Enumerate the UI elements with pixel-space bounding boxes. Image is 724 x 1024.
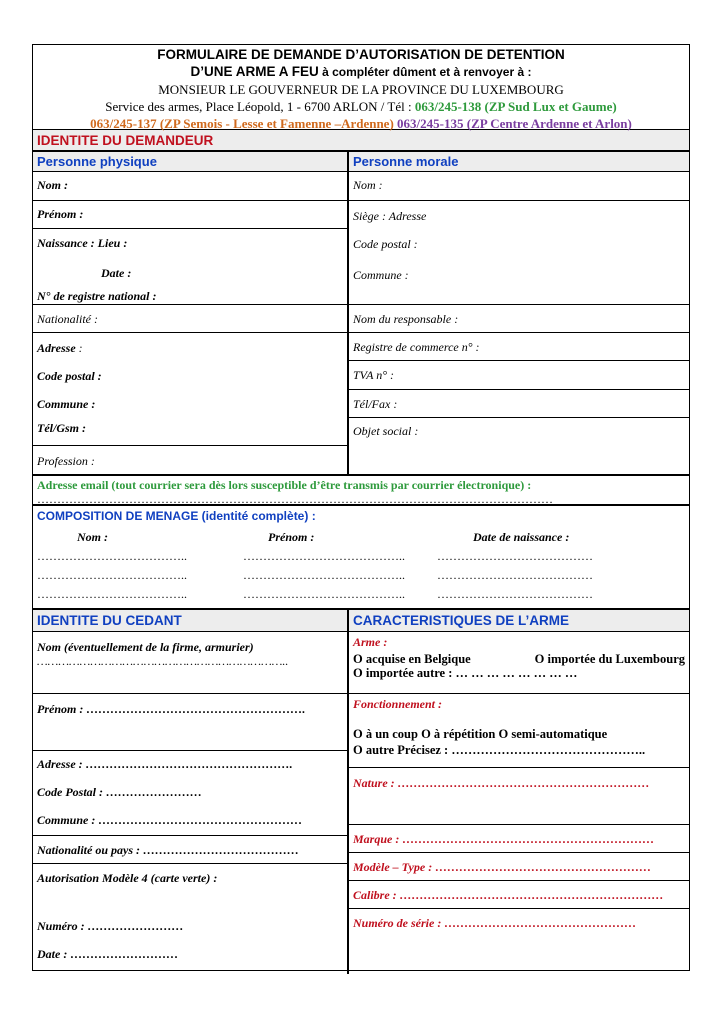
menage-row (37, 585, 689, 604)
form-sheet (32, 44, 690, 971)
arme-origine-block (349, 632, 689, 694)
menage-col-prenom: Prénom : (268, 530, 315, 544)
profession-field[interactable]: Profession : (37, 454, 95, 468)
personne-morale-title: Personne morale (349, 152, 689, 172)
cedant-arme-grid (33, 610, 689, 974)
menage-naissance-input[interactable]: ………………………………… (437, 568, 593, 582)
physique-commune-field[interactable]: Commune : (37, 397, 96, 411)
section-demandeur-title: IDENTITE DU DEMANDEUR (33, 130, 689, 152)
modele-type-text: Modèle – Type : ……………………………………………… (353, 860, 652, 874)
form-header (33, 45, 689, 130)
adresse-label: Adresse (37, 341, 76, 355)
autorisation-modele4-label: Autorisation Modèle 4 (carte verte) : (37, 871, 218, 885)
adresse-colon: : (75, 341, 83, 355)
cedant-adresse-field[interactable]: Adresse : ……………………………………………. (37, 757, 293, 771)
menage-naissance-input[interactable]: ………………………………… (437, 549, 593, 563)
menage-row (37, 566, 689, 585)
personne-physique-column (33, 152, 349, 474)
marque-text: Marque : ……………………………………………………… (353, 832, 655, 846)
menage-col-nom: Nom : (77, 530, 108, 544)
morale-commune-field[interactable]: Commune : (353, 268, 409, 282)
cedant-title: IDENTITE DU CEDANT (33, 610, 347, 632)
cedant-autorisation-block (33, 864, 347, 974)
recipient: MONSIEUR LE GOUVERNEUR DE LA PROVINCE DU LUXEMBOURG (158, 82, 564, 97)
email-label: Adresse email (tout courrier sera dès lors susceptible d’être transmis par courrier électronique) : (37, 478, 532, 492)
tva-field[interactable]: TVA n° : (349, 361, 689, 390)
email-field[interactable]: ………………………………………………………………………………………………………………… (37, 492, 553, 506)
cedant-prenom-field[interactable]: Prénom : ………………………………………………. (33, 694, 347, 751)
physique-prenom-field[interactable]: Prénom : (33, 201, 347, 229)
responsable-field[interactable]: Nom du responsable : (349, 305, 689, 333)
calibre-text: Calibre : ………………………………………………………… (353, 888, 664, 902)
service-address-line (33, 98, 689, 115)
demandeur-grid (33, 152, 689, 474)
menage-block (33, 506, 689, 610)
menage-prenom-input[interactable]: ………………………………….. (243, 549, 405, 563)
option-acquise-belgique[interactable]: O acquise en Belgique (353, 652, 471, 666)
fonctionnement-block (349, 694, 689, 768)
cedant-nom-label: Nom (éventuellement de la firme, armurier) (37, 640, 254, 654)
option-importee-luxembourg[interactable]: O importée du Luxembourg (534, 652, 685, 666)
nature-text: Nature : ……………………………………………………… (353, 776, 650, 790)
modele-type-field[interactable] (349, 853, 689, 881)
adresse-field[interactable] (37, 341, 347, 355)
fonctionnement-options[interactable]: O à un coup O à répétition O semi-automatique (353, 727, 608, 741)
form-title-instruction: à compléter dûment et à renvoyer à : (318, 65, 532, 79)
naissance-date-field[interactable]: Date : (101, 266, 132, 280)
tel-fax-field[interactable]: Tél/Fax : (349, 390, 689, 418)
cedant-code-postal-field[interactable]: Code Postal : …………………… (37, 785, 202, 799)
form-title-arme: D’UNE ARME A FEU (190, 64, 319, 79)
morale-nom-field[interactable]: Nom : (349, 172, 689, 201)
personne-physique-title: Personne physique (33, 152, 347, 172)
menage-title: COMPOSITION DE MENAGE (identité complète) : (33, 506, 689, 528)
siege-adresse-field[interactable]: Siège : Adresse (353, 209, 427, 223)
menage-table (33, 528, 689, 604)
option-importee-autre[interactable]: O importée autre : … … … … … … … … (353, 666, 578, 680)
cedant-nationalite-field[interactable]: Nationalité ou pays : ………………………………… (33, 836, 347, 864)
marque-field[interactable] (349, 825, 689, 853)
fonctionnement-autre-field[interactable]: O autre Précisez : ……………………………………….. (353, 743, 646, 757)
menage-nom-input[interactable]: ……………………………….. (37, 549, 187, 563)
nature-field[interactable] (349, 768, 689, 825)
menage-col-naissance: Date de naissance : (473, 530, 570, 544)
menage-nom-input[interactable]: ……………………………….. (37, 587, 187, 601)
physique-adresse-block (33, 333, 347, 446)
physique-naissance-block (33, 229, 347, 305)
form-title-line2 (33, 63, 689, 81)
arme-column (349, 610, 689, 974)
email-block (33, 474, 689, 506)
autorisation-date-field[interactable]: Date : ……………………… (37, 947, 179, 961)
arme-label: Arme : (353, 635, 388, 649)
numero-serie-text: Numéro de série : ………………………………………… (353, 916, 637, 930)
form-title-line1: FORMULAIRE DE DEMANDE D’AUTORISATION DE DETENTION (157, 47, 565, 62)
physique-nom-field[interactable]: Nom : (33, 172, 347, 201)
registre-commerce-field[interactable]: Registre de commerce n° : (349, 333, 689, 361)
morale-siege-block (349, 201, 689, 305)
autorisation-numero-field[interactable]: Numéro : …………………… (37, 919, 184, 933)
tel-gsm-field[interactable]: Tél/Gsm : (37, 421, 86, 435)
naissance-lieu-field[interactable]: Naissance : Lieu : (37, 236, 128, 250)
phone-semois: 063/245-137 (ZP Semois - Lesse et Famenne –Ardenne) (90, 116, 394, 131)
personne-morale-column (349, 152, 689, 474)
cedant-adresse-block (33, 751, 347, 836)
menage-prenom-input[interactable]: ………………………………….. (243, 587, 405, 601)
menage-header-row (37, 528, 689, 547)
cedant-nom-field[interactable]: …………………………………………………………….. (37, 654, 289, 668)
registre-national-field[interactable]: N° de registre national : (37, 289, 157, 303)
morale-code-postal-field[interactable]: Code postal : (353, 237, 418, 251)
service-address: Service des armes, Place Léopold, 1 - 6700 ARLON / Tél : (105, 99, 415, 114)
cedant-column (33, 610, 349, 974)
menage-row (37, 547, 689, 566)
arme-title: CARACTERISTIQUES DE L’ARME (349, 610, 689, 632)
nationalite-field[interactable]: Nationalité : (33, 305, 347, 333)
fonctionnement-label: Fonctionnement : (353, 697, 443, 711)
phone-sud-lux: 063/245-138 (ZP Sud Lux et Gaume) (414, 99, 617, 114)
menage-prenom-input[interactable]: ………………………………….. (243, 568, 405, 582)
menage-nom-input[interactable]: ……………………………….. (37, 568, 187, 582)
cedant-commune-field[interactable]: Commune : …………………………………………… (37, 813, 303, 827)
arme-origine-options (353, 652, 689, 666)
numero-serie-field[interactable] (349, 909, 689, 963)
phone-centre-ardenne: 063/245-135 (ZP Centre Ardenne et Arlon) (393, 116, 632, 131)
menage-naissance-input[interactable]: ………………………………… (437, 587, 593, 601)
physique-code-postal-field[interactable]: Code postal : (37, 369, 102, 383)
cedant-nom-block (33, 632, 347, 694)
calibre-field[interactable] (349, 881, 689, 909)
objet-social-field[interactable]: Objet social : (353, 424, 419, 438)
